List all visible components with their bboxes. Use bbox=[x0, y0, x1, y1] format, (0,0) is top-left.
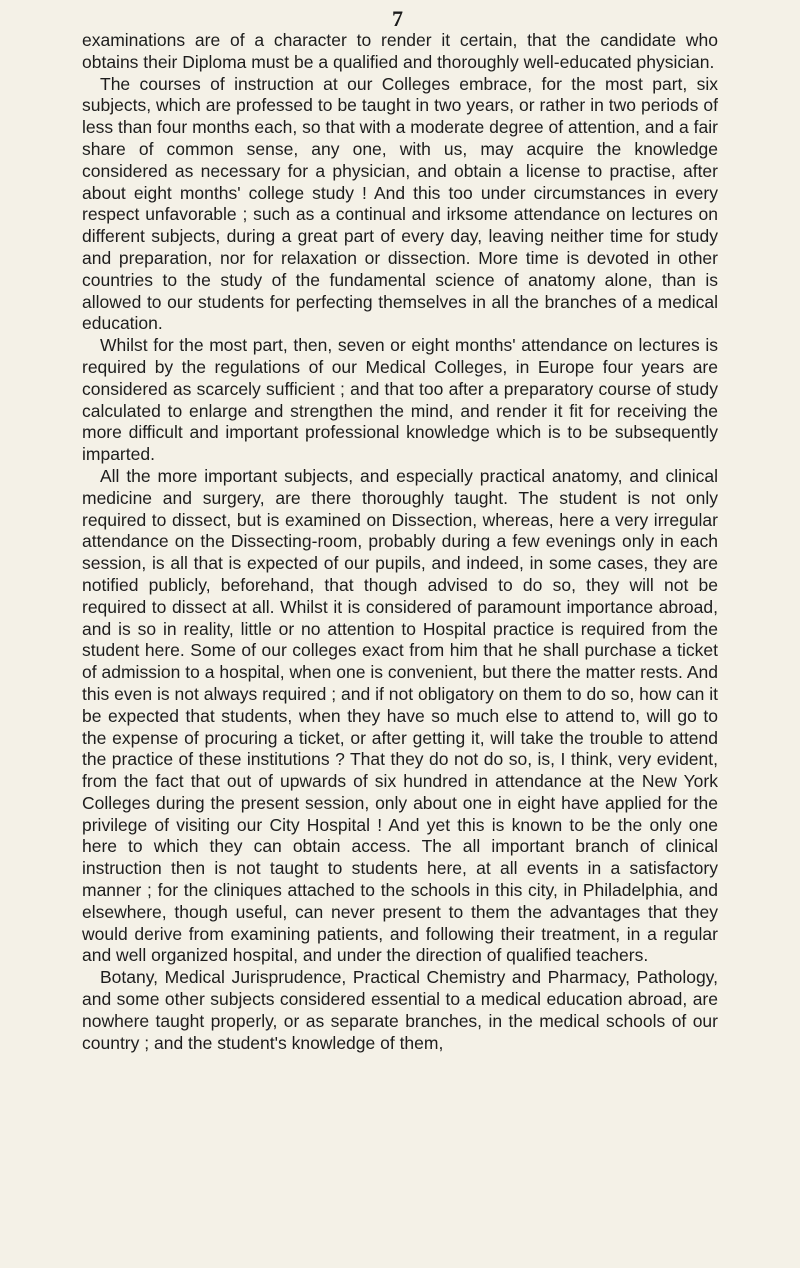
paragraph-3: Whilst for the most part, then, seven or eight months' attendance on lectures is required by the regulations of our Medical Colleges, in Europe four years are considered as scarcely sufficient ; and that too after a preparatory course of study calculated to enlarge and strengthen the mind, and render it fit for receiving the more difficult and important professional knowledge which is to be subsequently imparted. bbox=[82, 335, 718, 465]
body-text bbox=[82, 30, 718, 1054]
paragraph-2: The courses of instruction at our Colleges embrace, for the most part, six subjects, which are professed to be taught in two years, or rather in two periods of less than four months each, so that with a moderate degree of attention, and a fair share of common sense, any one, with us, may acquire the knowledge considered as necessary for a physician, and obtain a license to practise, after about eight months' college study ! And this too under circumstances in every respect unfavorable ; such as a continual and irksome attendance on lectures on different subjects, during a great part of every day, leaving neither time for study and preparation, nor for relaxation or dissection. More time is devoted in other countries to the study of the fundamental science of anatomy alone, than is allowed to our students for perfecting themselves in all the branches of a medical education. bbox=[82, 73, 718, 334]
paragraph-4: All the more important subjects, and especially practical anatomy, and clinical medicine and surgery, are there thoroughly taught. The student is not only required to dissect, but is examined on Dissection, whereas, here a very irregular attendance on the Dissecting-room, probably during a few evenings only in each session, is all that is expected of our pupils, and indeed, in some cases, they are notified publicly, beforehand, that though advised to do so, they will not be required to dissect at all. Whilst it is considered of paramount importance abroad, and is so in reality, little or no attention to Hospital practice is required from the student here. Some of our colleges exact from him that he shall purchase a ticket of admission to a hospital, when one is convenient, but there the matter rests. And this even is not always required ; and if not obligatory on them to do so, how can it be expected that students, when they have so much else to attend to, will go to the expense of procuring a ticket, or after getting it, will take the trouble to attend the practice of these institutions ? That they do not do so, is, I think, very evident, from the fact that out of upwards of six hundred in attendance at the New York Colleges during the present session, only about one in eight have applied for the privilege of visiting our City Hospital ! And yet this is known to be the only one here to which they can obtain access. The all important branch of clinical instruction then is not taught to students here, at all events in a satisfactory manner ; for the cliniques attached to the schools in this city, in Philadelphia, and elsewhere, though useful, can never present to them the advantages that they would derive from examining patients, and following their treatment, in a regular and well organized hospital, and under the direction of qualified teachers. bbox=[82, 465, 718, 966]
page-number: 7 bbox=[392, 6, 403, 31]
paragraph-5: Botany, Medical Jurisprudence, Practical Chemistry and Pharmacy, Pathology, and some other subjects considered essential to a medical education abroad, are nowhere taught properly, or as separate branches, in the medical schools of our country ; and the student's knowledge of them, bbox=[82, 967, 718, 1053]
paragraph-1: examinations are of a character to render it certain, that the candidate who obtains their Diploma must be a qualified and thoroughly well-educated physician. bbox=[82, 30, 718, 72]
